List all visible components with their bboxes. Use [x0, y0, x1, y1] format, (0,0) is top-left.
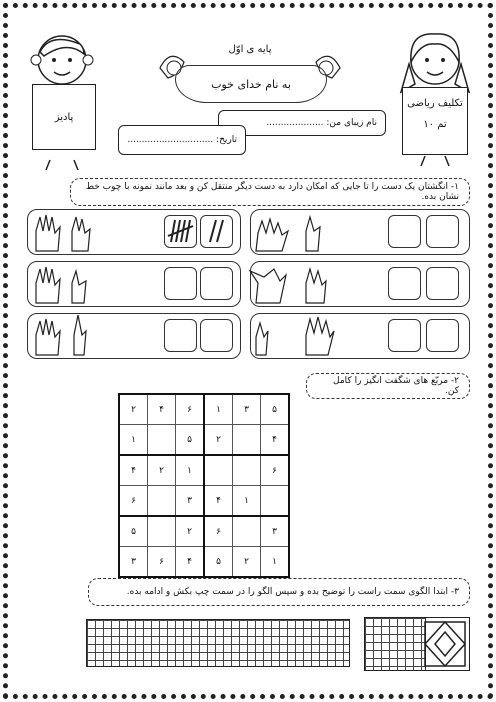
grid-cell[interactable]: ۳ [176, 486, 205, 517]
grade-title: پایه ی اوّل [228, 44, 272, 55]
tally-five-icon [165, 216, 195, 246]
topic-label: تم ۱۰ [423, 119, 447, 130]
grid-cell[interactable]: ۱ [176, 455, 205, 486]
answer-box[interactable] [164, 215, 197, 248]
grid-cell[interactable]: ۶ [204, 516, 233, 547]
grid-cell[interactable]: ۲ [119, 394, 148, 425]
grid-cell[interactable]: ۶ [176, 394, 205, 425]
q1-instruction-box [70, 178, 470, 206]
blessing-text: به نام خدای خوب [211, 77, 291, 91]
grid-cell[interactable]: ۱ [261, 547, 290, 578]
q3-instruction: ۳- ابتدا الگوی سمت راست را توضیح بده و سپس الگو را در سمت چپ بکش و ادامه بده. [126, 587, 459, 597]
grid-cell[interactable]: ۵ [119, 516, 148, 547]
diamond-pattern-icon [365, 618, 471, 672]
answer-box[interactable] [426, 267, 459, 300]
tally-two-icon [201, 216, 231, 246]
q2-instruction-box [306, 373, 470, 399]
grid-cell[interactable] [148, 486, 176, 517]
grid-cell[interactable] [233, 516, 261, 547]
grid-cell[interactable]: ۴ [261, 425, 290, 456]
grid-cell[interactable] [233, 455, 261, 486]
answer-box[interactable] [200, 319, 233, 352]
grid-cell[interactable] [148, 425, 176, 456]
grid-cell[interactable]: ۵ [261, 394, 290, 425]
grid-cell[interactable]: ۱ [233, 486, 261, 517]
answer-box[interactable] [388, 215, 421, 248]
grid-cell[interactable]: ۶ [261, 455, 290, 486]
grid-cell[interactable]: ۲ [176, 516, 205, 547]
season-label: پادیز [54, 111, 74, 123]
grid-cell[interactable]: ۳ [233, 394, 261, 425]
grid-cell[interactable]: ۳ [119, 547, 148, 578]
answer-box[interactable] [426, 215, 459, 248]
pattern-sample [364, 617, 470, 671]
answer-box[interactable] [200, 267, 233, 300]
blessing-banner [175, 65, 327, 103]
answer-box[interactable] [426, 319, 459, 352]
grid-cell[interactable]: ۲ [233, 547, 261, 578]
grid-cell[interactable]: ۴ [119, 455, 148, 486]
answer-box[interactable] [164, 319, 197, 352]
subject-label: تکلیف ریاضی [407, 98, 463, 109]
grid-cell[interactable] [204, 455, 233, 486]
grid-cell[interactable] [233, 425, 261, 456]
grid-cell[interactable]: ۶ [119, 486, 148, 517]
grid-cell[interactable] [261, 486, 290, 517]
answer-box[interactable] [388, 267, 421, 300]
grid-cell[interactable]: ۱ [119, 425, 148, 456]
grid-cell[interactable]: ۵ [204, 547, 233, 578]
grid-cell[interactable] [148, 516, 176, 547]
season-card [32, 84, 96, 150]
answer-box[interactable] [388, 319, 421, 352]
q1-instruction: ۱- انگشتان یک دست را تا جایی که امکان دارد به دست دیگر منتقل کن و بعد مانند نمونه با چوب خط نشان بده. [85, 182, 459, 202]
grid-cell[interactable]: ۴ [176, 547, 205, 578]
drawing-grid[interactable] [86, 619, 350, 667]
grid-cell[interactable]: ۴ [148, 394, 176, 425]
answer-box[interactable] [200, 215, 233, 248]
date-field[interactable] [118, 125, 246, 155]
name-label: نام زیبای من: .................... [266, 118, 377, 128]
q2-instruction: ۲- مربّع های شگفت انگیز را کامل کن. [333, 376, 459, 396]
grid-cell[interactable]: ۳ [261, 516, 290, 547]
date-label: تاریخ: .............................. [127, 135, 237, 145]
grid-cell[interactable]: ۲ [204, 425, 233, 456]
magic-square-grid [118, 393, 290, 578]
grid-cell[interactable]: ۲ [148, 455, 176, 486]
grid-cell[interactable]: ۶ [148, 547, 176, 578]
grid-cell[interactable]: ۱ [204, 394, 233, 425]
answer-box[interactable] [164, 267, 197, 300]
subject-card [402, 87, 468, 155]
grid-cell[interactable]: ۴ [204, 486, 233, 517]
q3-instruction-box [88, 578, 470, 606]
grid-cell[interactable]: ۵ [176, 425, 205, 456]
